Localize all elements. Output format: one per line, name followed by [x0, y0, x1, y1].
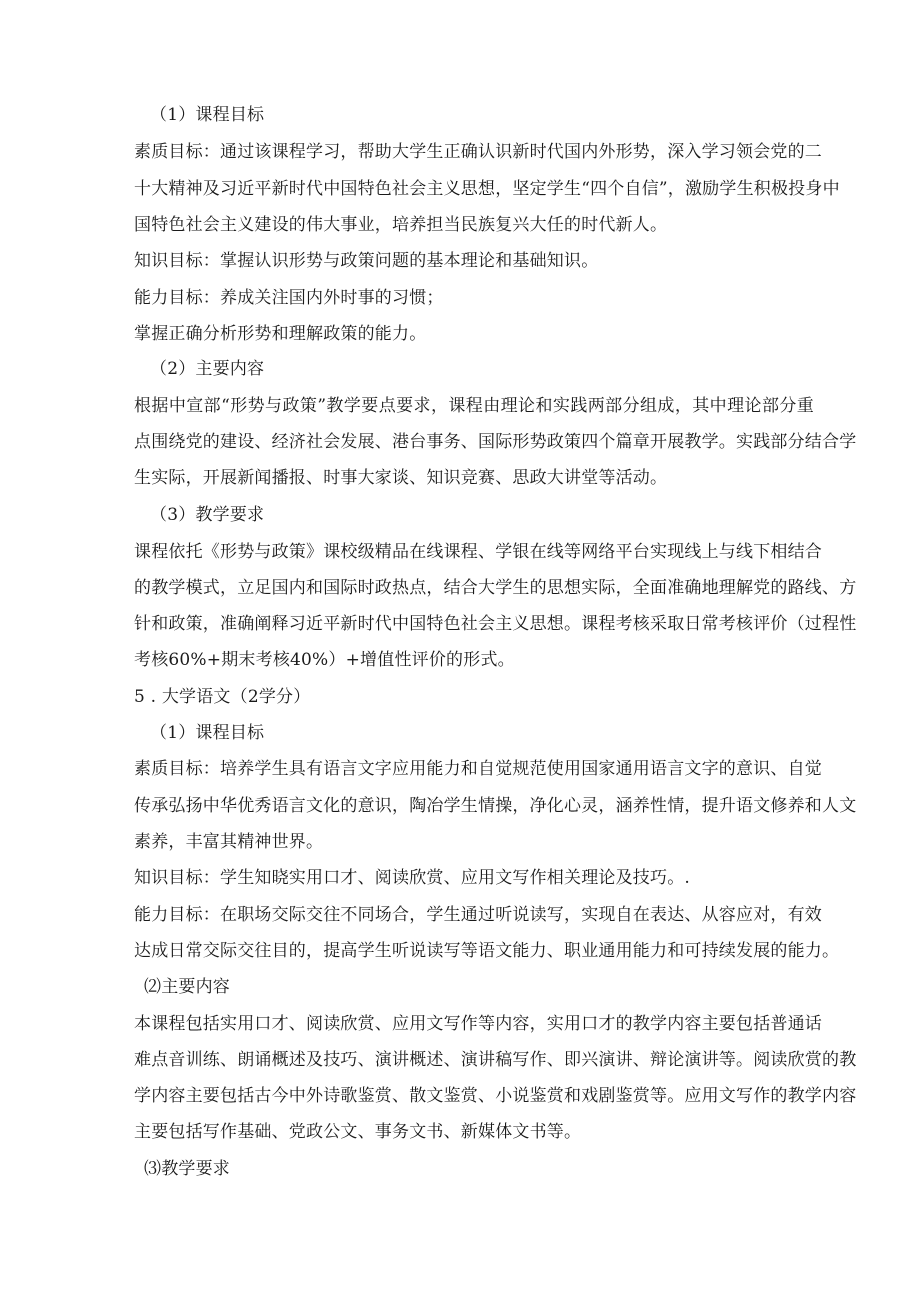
heading-main-content: （2）主要内容: [150, 359, 265, 379]
heading-course-objectives: （1）课程目标: [150, 105, 265, 125]
heading-course-objectives: （1）课程目标: [150, 723, 265, 743]
heading-main-content: ⑵主要内容: [144, 977, 230, 997]
paragraph-line: 点围绕党的建设、经济社会发展、港台事务、国际形势政策四个篇章开展教学。实践部分结合学: [134, 432, 857, 452]
paragraph-line: 根据中宣部“形势与政策”教学要点要求，课程由理论和实践两部分组成，其中理论部分重: [134, 396, 814, 416]
paragraph-line: 传承弘扬中华优秀语言文化的意识，陶冶学生情操，净化心灵，涵养性情，提升语文修养和人文: [134, 796, 857, 816]
paragraph-line: 学内容主要包括古今中外诗歌鉴赏、散文鉴赏、小说鉴赏和戏剧鉴赏等。应用文写作的教学内容: [134, 1086, 857, 1106]
paragraph-line: 的教学模式，立足国内和国际时政热点，结合大学生的思想实际，全面准确地理解党的路线、方: [134, 578, 857, 598]
heading-teaching-requirements: （3）教学要求: [150, 505, 265, 525]
paragraph-line: 知识目标：掌握认识形势与政策问题的基本理论和基础知识。: [134, 251, 599, 271]
paragraph-line: 考核60%+期末考核40%）+增值性评价的形式。: [134, 650, 515, 670]
paragraph-line: 针和政策，准确阐释习近平新时代中国特色社会主义思想。课程考核采取日常考核评价（过程性: [134, 614, 857, 634]
paragraph-line: 课程依托《形势与政策》课校级精品在线课程、学银在线等网络平台实现线上与线下相结合: [134, 542, 822, 562]
paragraph-line: 难点音训练、朗诵概述及技巧、演讲概述、演讲稿写作、即兴演讲、辩论演讲等。阅读欣赏的教: [134, 1050, 857, 1070]
paragraph-line: 国特色社会主义建设的伟大事业，培养担当民族复兴大任的时代新人。: [134, 215, 668, 235]
section-heading-college-chinese: 5 . 大学语文（2学分）: [134, 687, 311, 707]
heading-teaching-requirements: ⑶教学要求: [144, 1159, 230, 1179]
paragraph-line: 素质目标：通过该课程学习，帮助大学生正确认识新时代国内外形势，深入学习领会党的二: [134, 142, 822, 162]
paragraph-line: 知识目标：学生知晓实用口才、阅读欣赏、应用文写作相关理论及技巧。.: [134, 868, 691, 888]
paragraph-line: 掌握正确分析形势和理解政策的能力。: [134, 324, 427, 344]
paragraph-line: 十大精神及习近平新时代中国特色社会主义思想，坚定学生“四个自信”，激励学生积极投身中: [134, 179, 840, 199]
paragraph-line: 能力目标：在职场交际交往不同场合，学生通过听说读写，实现自在表达、从容应对，有效: [134, 905, 822, 925]
paragraph-line: 素养，丰富其精神世界。: [134, 832, 324, 852]
paragraph-line: 素质目标：培养学生具有语言文字应用能力和自觉规范使用国家通用语言文字的意识、自觉: [134, 759, 822, 779]
paragraph-line: 主要包括写作基础、党政公文、事务文书、新媒体文书等。: [134, 1122, 582, 1142]
paragraph-line: 生实际，开展新闻播报、时事大家谈、知识竞赛、思政大讲堂等活动。: [134, 468, 668, 488]
paragraph-line: 达成日常交际交往目的，提高学生听说读写等语文能力、职业通用能力和可持续发展的能力。: [134, 941, 840, 961]
paragraph-line: 本课程包括实用口才、阅读欣赏、应用文写作等内容，实用口才的教学内容主要包括普通话: [134, 1014, 822, 1034]
paragraph-line: 能力目标：养成关注国内外时事的习惯；: [134, 288, 444, 308]
